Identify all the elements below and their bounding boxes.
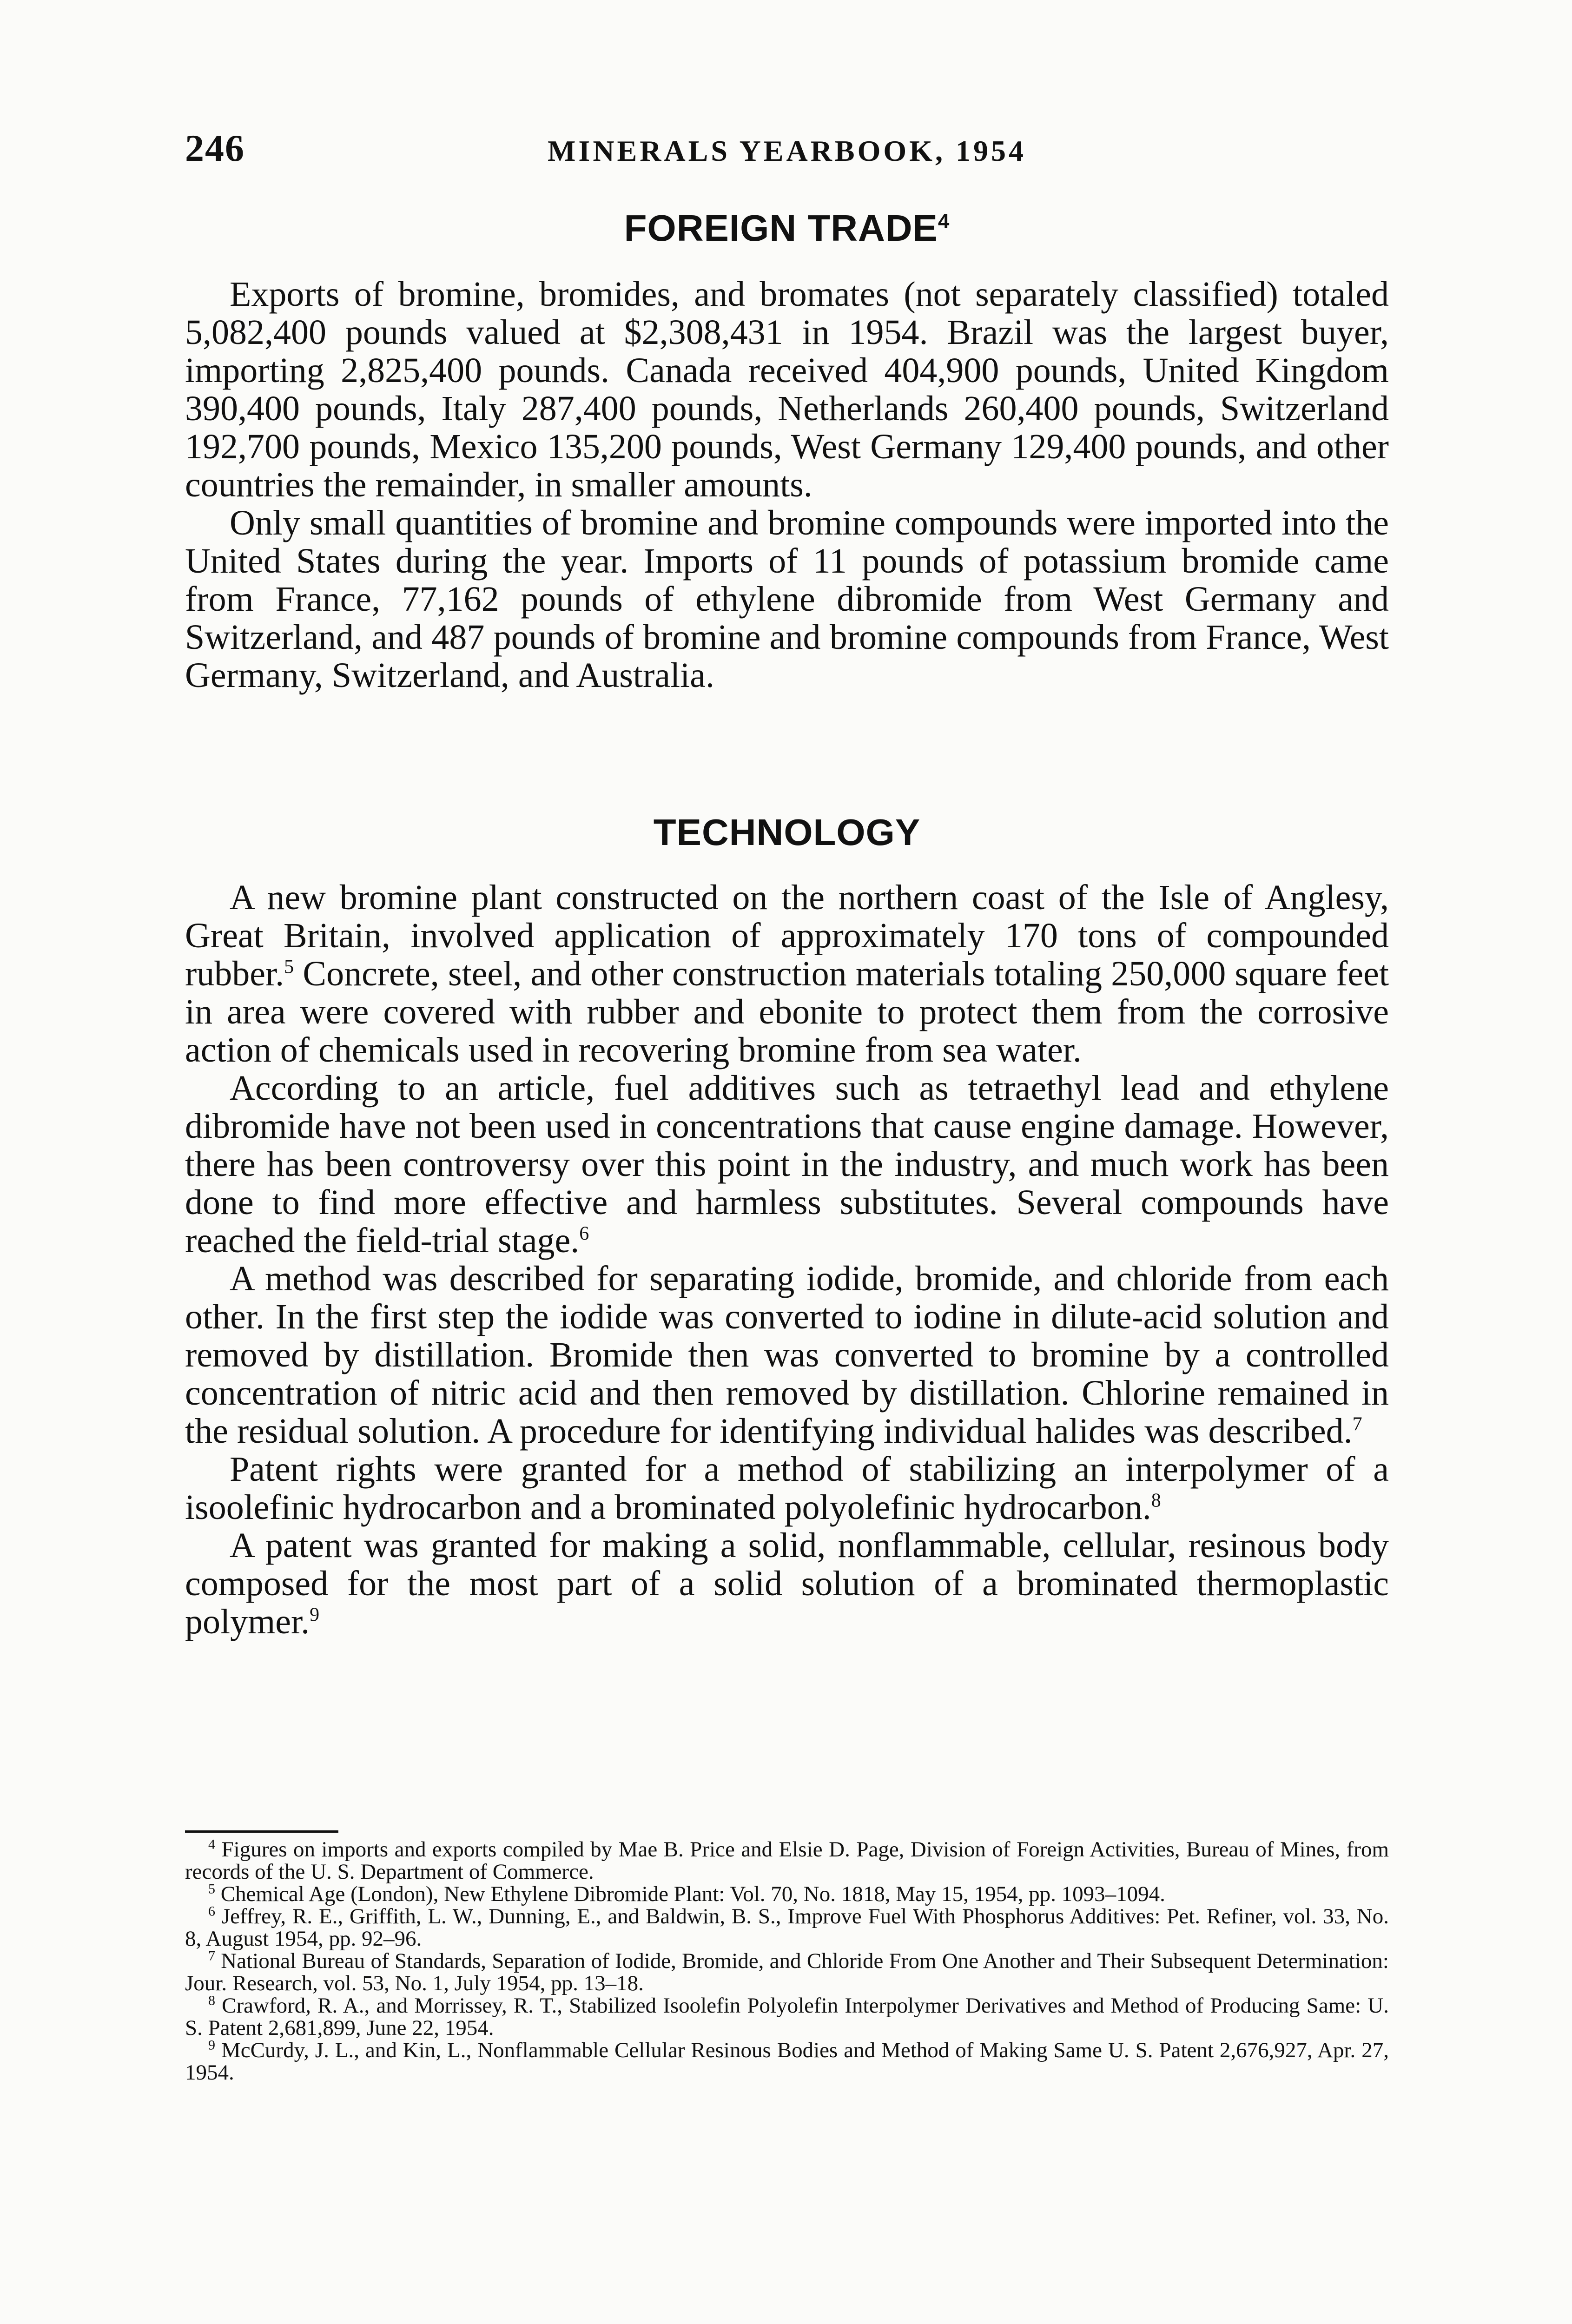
section-heading-foreign-trade bbox=[185, 207, 1389, 250]
footnote-number: 5 bbox=[208, 1881, 215, 1897]
footnote-text: Chemical Age (London), New Ethylene Dibromide Plant: Vol. 70, No. 1818, May 15, 1954, pp. 1093–1094. bbox=[220, 1882, 1165, 1906]
footnote-ref: 9 bbox=[310, 1604, 320, 1626]
footnote-ref: 4 bbox=[938, 210, 950, 233]
footnote bbox=[185, 2039, 1389, 2084]
footnote-number: 6 bbox=[208, 1903, 215, 1919]
footnote-ref: 8 bbox=[1151, 1490, 1161, 1512]
paragraph-text-continued: Concrete, steel, and other construction materials totaling 250,000 square feet in area were covered with rubber and ebonite to protect them from the corrosive action of chemicals used in recovering bromine from sea water. bbox=[185, 954, 1389, 1070]
footnote-text: McCurdy, J. L., and Kin, L., Nonflammable Cellular Resinous Bodies and Method of Making Same U. S. Patent 2,676,927, Apr. 27, 1954. bbox=[185, 2038, 1389, 2085]
paragraph-text: A new bromine plant constructed on the northern coast of the Isle of Anglesy, Great Britain, involved application of approximately 170 tons of compounded rubber. bbox=[185, 878, 1389, 993]
footnote-number: 4 bbox=[208, 1836, 215, 1852]
footnote-text: National Bureau of Standards, Separation of Iodide, Bromide, and Chloride From One Another and Their Subsequent Determination: Jour. Research, vol. 53, No. 1, July 1954, pp. 13–18. bbox=[185, 1949, 1389, 1995]
foreign-trade-body bbox=[185, 275, 1389, 694]
footnote bbox=[185, 1994, 1389, 2039]
footnote bbox=[185, 1905, 1389, 1950]
paragraph bbox=[185, 878, 1389, 1069]
running-title: MINERALS YEARBOOK, 1954 bbox=[548, 134, 1026, 167]
section-heading-text: TECHNOLOGY bbox=[653, 812, 921, 853]
section-heading-technology bbox=[185, 811, 1389, 854]
footnote bbox=[185, 1883, 1389, 1905]
page-number: 246 bbox=[185, 127, 245, 169]
section-heading-text: FOREIGN TRADE bbox=[624, 207, 938, 249]
footnote-number: 9 bbox=[208, 2037, 215, 2053]
footnote bbox=[185, 1838, 1389, 1883]
paragraph: Exports of bromine, bromides, and bromates (not separately classified) totaled 5,082,400 pounds valued at $2,308,431 in 1954. Brazil was the largest buyer, importing 2,825,400 pounds. Canada received 404,900 pounds, United Kingdom 390,400 pounds, Italy 287,400 pounds, Netherlands 260,400 pounds, Switzerland 192,700 pounds, Mexico 135,200 pounds, West Germany 129,400 pounds, and other countries the remainder, in smaller amounts. bbox=[185, 275, 1389, 504]
paragraph-text: A patent was granted for making a solid, nonflammable, cellular, resinous body composed for the most part of a solid solution of a brominated thermoplastic polymer. bbox=[185, 1526, 1389, 1641]
paragraph bbox=[185, 1526, 1389, 1641]
paragraph-text: Patent rights were granted for a method of stabilizing an interpolymer of a isoolefinic hydrocarbon and a brominated polyolefinic hydrocarbon. bbox=[185, 1450, 1389, 1527]
footnote-text: Figures on imports and exports compiled by Mae B. Price and Elsie D. Page, Division of Foreign Activities, Bureau of Mines, from records of the U. S. Department of Commerce. bbox=[185, 1837, 1389, 1884]
footnote-text: Jeffrey, R. E., Griffith, L. W., Dunning, E., and Baldwin, B. S., Improve Fuel With Phosphorus Additives: Pet. Refiner, vol. 33, No. 8, August 1954, pp. 92–96. bbox=[185, 1904, 1389, 1951]
footnote bbox=[185, 1950, 1389, 1994]
technology-body bbox=[185, 878, 1389, 1641]
footnote-rule bbox=[185, 1830, 338, 1833]
paragraph bbox=[185, 1069, 1389, 1260]
paragraph-text: According to an article, fuel additives such as tetraethyl lead and ethylene dibromide have not been used in concentrations that cause engine damage. However, there has been controversy over this point in the industry, and much work has been done to find more effective and harmless substitutes. Several compounds have reached the field-trial stage. bbox=[185, 1069, 1389, 1260]
footnotes bbox=[185, 1838, 1389, 2084]
paragraph-text: A method was described for separating iodide, bromide, and chloride from each other. In the first step the iodide was converted to iodine in dilute-acid solution and removed by distillation. Bromide then was converted to bromine by a controlled concentration of nitric acid and then removed by distillation. Chlorine remained in the residual solution. A procedure for identifying individual halides was described. bbox=[185, 1259, 1389, 1451]
footnote-ref: 7 bbox=[1352, 1413, 1362, 1435]
paragraph bbox=[185, 1450, 1389, 1526]
paragraph bbox=[185, 1260, 1389, 1450]
footnote-ref: 5 bbox=[284, 956, 294, 978]
running-head bbox=[185, 121, 1389, 172]
footnote-ref: 6 bbox=[579, 1223, 589, 1245]
footnote-number: 8 bbox=[208, 1993, 215, 2008]
footnote-text: Crawford, R. A., and Morrissey, R. T., Stabilized Isoolefin Polyolefin Interpolymer Derivatives and Method of Producing Same: U. S. Patent 2,681,899, June 22, 1954. bbox=[185, 1994, 1389, 2040]
footnote-number: 7 bbox=[208, 1948, 215, 1964]
paragraph: Only small quantities of bromine and bromine compounds were imported into the United States during the year. Imports of 11 pounds of potassium bromide came from France, 77,162 pounds of ethylene dibromide from West Germany and Switzerland, and 487 pounds of bromine and bromine compounds from France, West Germany, Switzerland, and Australia. bbox=[185, 503, 1389, 695]
